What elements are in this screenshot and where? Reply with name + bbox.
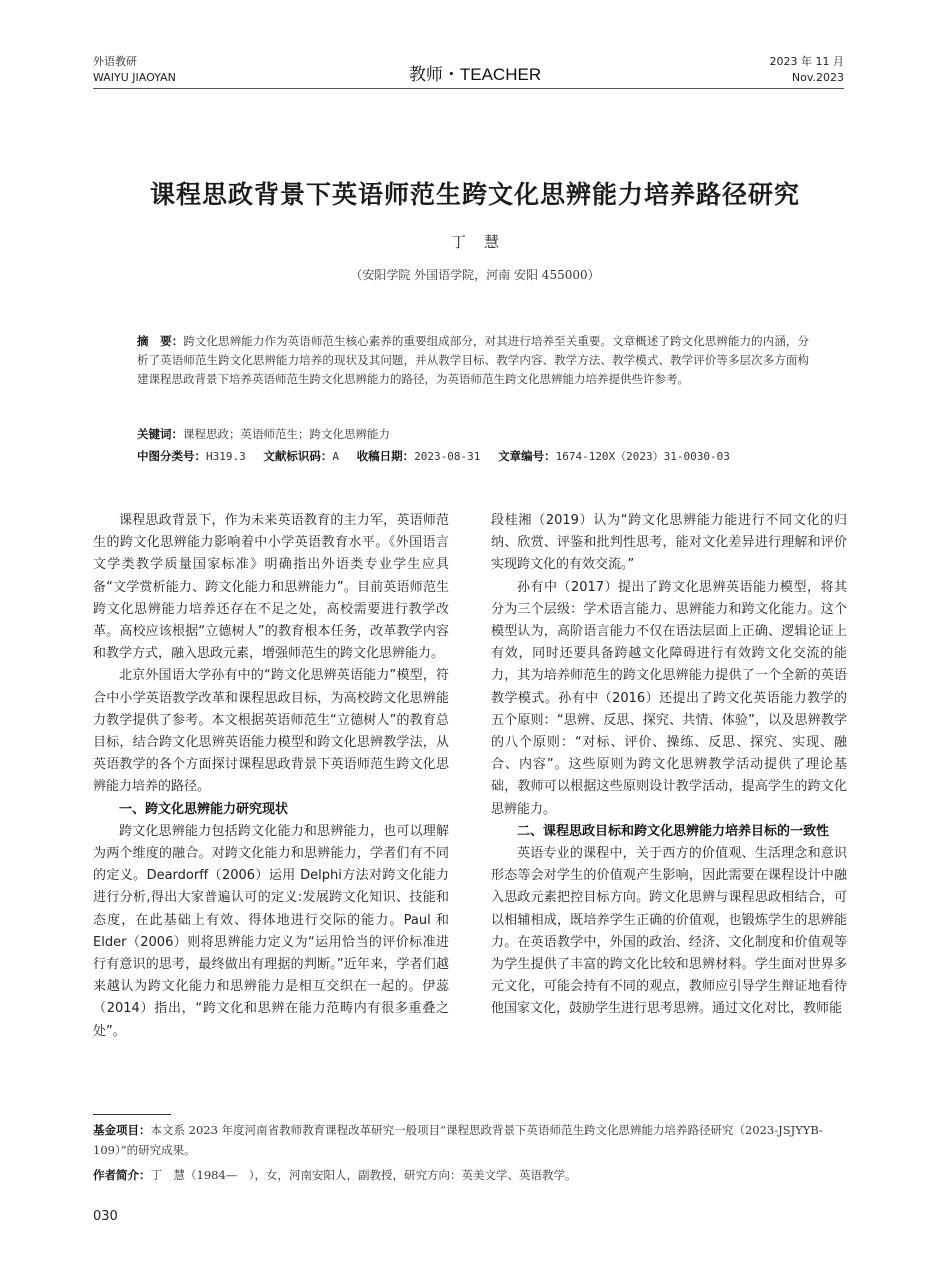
paper-title: 课程思政背景下英语师范生跨文化思辨能力培养路径研究 [149, 180, 800, 209]
author-bio-footnote [93, 1165, 853, 1185]
clc-label: 中图分类号： [137, 449, 206, 463]
section-heading-1: 一、跨文化思辨能力研究现状 [119, 801, 289, 817]
author-affiliation: （安阳学院 外国语学院，河南 安阳 455000） [350, 268, 600, 282]
article-number-label: 文章编号： [498, 449, 556, 463]
received-date-value: 2023-08-31 [414, 450, 481, 463]
author-name: 丁慧 [450, 233, 517, 251]
footnote-divider [93, 1114, 171, 1115]
journal-name-en: WAIYU JIAOYAN [93, 71, 176, 84]
section-name: 教师・TEACHER [408, 65, 542, 84]
body-paragraph: 段桂湘（2019）认为“跨文化思辨能力能进行不同文化的归纳、欣赏、评鉴和批判性思考，能对文化差异进行理解和评价实现跨文化的有效交流。” [491, 513, 847, 573]
body-paragraph: 跨文化思辨能力包括跨文化能力和思辨能力，也可以理解为两个维度的融合。对跨文化能力和思辨能力，学者们有不同的定义。Deardorff（2006）运用 Delphi方法对跨文化能力进行分析,得出大家普遍认可的定义:发展跨文化知识、技能和态度，在此基础上有效、得体地进行交际的能力。Paul 和 Elder（2006）则将思辨能力定义为“运用恰当的评价标准进行有意识的思考，最终做出有理据的判断。”近年来，学者们越来越认为跨文化能力和思辨能力是相互交织在一起的。伊蕊（2014）指出，“跨文化和思辨在能力范畴内有很多重叠之处”。 [93, 823, 449, 1039]
section-heading-2: 二、课程思政目标和跨文化思辨能力培养目标的一致性 [517, 823, 830, 839]
keywords [137, 426, 817, 442]
bio-text: 丁 慧（1984— ），女，河南安阳人，副教授，研究方向：英美文学、英语教学。 [150, 1168, 577, 1182]
doc-code-value: A [332, 450, 340, 463]
body-column-left [93, 510, 449, 1043]
abstract [137, 332, 809, 389]
body-paragraph: 孙有中（2017）提出了跨文化思辨英语能力模型，将其分为三个层级：学术语言能力、思辨能力和跨文化能力。这个模型认为，高阶语言能力不仅在语法层面上正确、逻辑论证上有效，同时还要具备跨越文化障碍进行有效跨文化交流的能力，其为培养师范生的跨文化思辨能力提供了一个全新的英语教学模式。孙有中（2016）还提出了跨文化英语能力教学的五个原则：“思辨、反思、探究、共情、体验”，以及思辨教学的八个原则：“对标、评价、操练、反思、探究、实现、融合、内容”。这些原则为跨文化思辨教学活动提供了理论基础，教师可以根据这些原则设计教学活动，提高学生的跨文化思辨能力。 [491, 579, 847, 817]
doc-code-label: 文献标识码： [263, 449, 333, 463]
received-date-label: 收稿日期： [356, 449, 415, 463]
header-divider [93, 88, 844, 89]
abstract-text: 跨文化思辨能力作为英语师范生核心素养的重要组成部分，对其进行培养至关重要。文章概述了跨文化思辨能力的内涵，分析了英语师范生跨文化思辨能力培养的现状及其问题，并从教学目标、教学内容、教学方法、教学模式、教学评价等多层次多方面构建课程思政背景下培养英语师范生跨文化思辨能力的路径，为英语师范生跨文化思辨能力培养提供些许参考。 [137, 334, 810, 386]
body-paragraph: 英语专业的课程中，关于西方的价值观、生活理念和意识形态等会对学生的价值观产生影响，因此需要在课程设计中融入思政元素把控目标方向。跨文化思辨与课程思政相结合，可以相辅相成，既培养学生正确的价值观，也锻炼学生的思辨能力。在英语教学中，外国的政治、经济、文化制度和价值观等为学生提供了丰富的跨文化比较和思辨材料。学生面对世界多元文化，可能会持有不同的观点，教师应引导学生辩证地看待他国家文化，鼓励学生进行思考思辨。通过文化对比，教师能 [491, 846, 847, 1017]
body-paragraph: 北京外国语大学孙有中的“跨文化思辨英语能力”模型，符合中小学英语教学改革和课程思政目标，为高校跨文化思辨能力教学提供了参考。本文根据英语师范生“立德树人”的教育总目标，结合跨文化思辨英语能力模型和跨文化思辨教学法，从英语教学的各个方面探讨课程思政背景下英语师范生跨文化思辨能力培养的路径。 [93, 668, 449, 795]
running-header-right [770, 54, 844, 86]
fund-footnote [93, 1120, 853, 1160]
keywords-text: 课程思政；英语师范生；跨文化思辨能力 [183, 427, 390, 441]
clc-value: H319.3 [206, 450, 246, 463]
classification-line [137, 448, 817, 464]
article-number-value: 1674-120X（2023）31-0030-03 [555, 450, 730, 463]
fund-label: 基金项目： [93, 1123, 151, 1137]
body-column-right [491, 510, 847, 1021]
keywords-label: 关键词： [137, 427, 183, 441]
bio-label: 作者简介： [93, 1168, 151, 1182]
journal-name-cn: 外语教研 [93, 55, 137, 68]
abstract-label: 摘 要： [137, 334, 184, 348]
issue-date-en: Nov.2023 [791, 71, 844, 84]
body-paragraph: 课程思政背景下，作为未来英语教育的主力军，英语师范生的跨文化思辨能力影响着中小学英语教育水平。《外国语言文学类教学质量国家标准》明确指出外语类专业学生应具备“文学赏析能力、跨文化能力和思辨能力”。目前英语师范生跨文化思辨能力培养还存在不足之处，高校需要进行教学改革。高校应该根据“立德树人”的教育根本任务，改革教学内容和教学方式，融入思政元素，增强师范生的跨文化思辨能力。 [93, 513, 449, 662]
fund-text: 本文系 2023 年度河南省教师教育课程改革研究一般项目“课程思政背景下英语师范生跨文化思辨能力培养路径研究（2023-JSJYYB-109）”的研究成果。 [93, 1123, 823, 1157]
issue-date-cn: 2023 年 11 月 [769, 55, 844, 68]
page-number: 030 [93, 1209, 118, 1224]
